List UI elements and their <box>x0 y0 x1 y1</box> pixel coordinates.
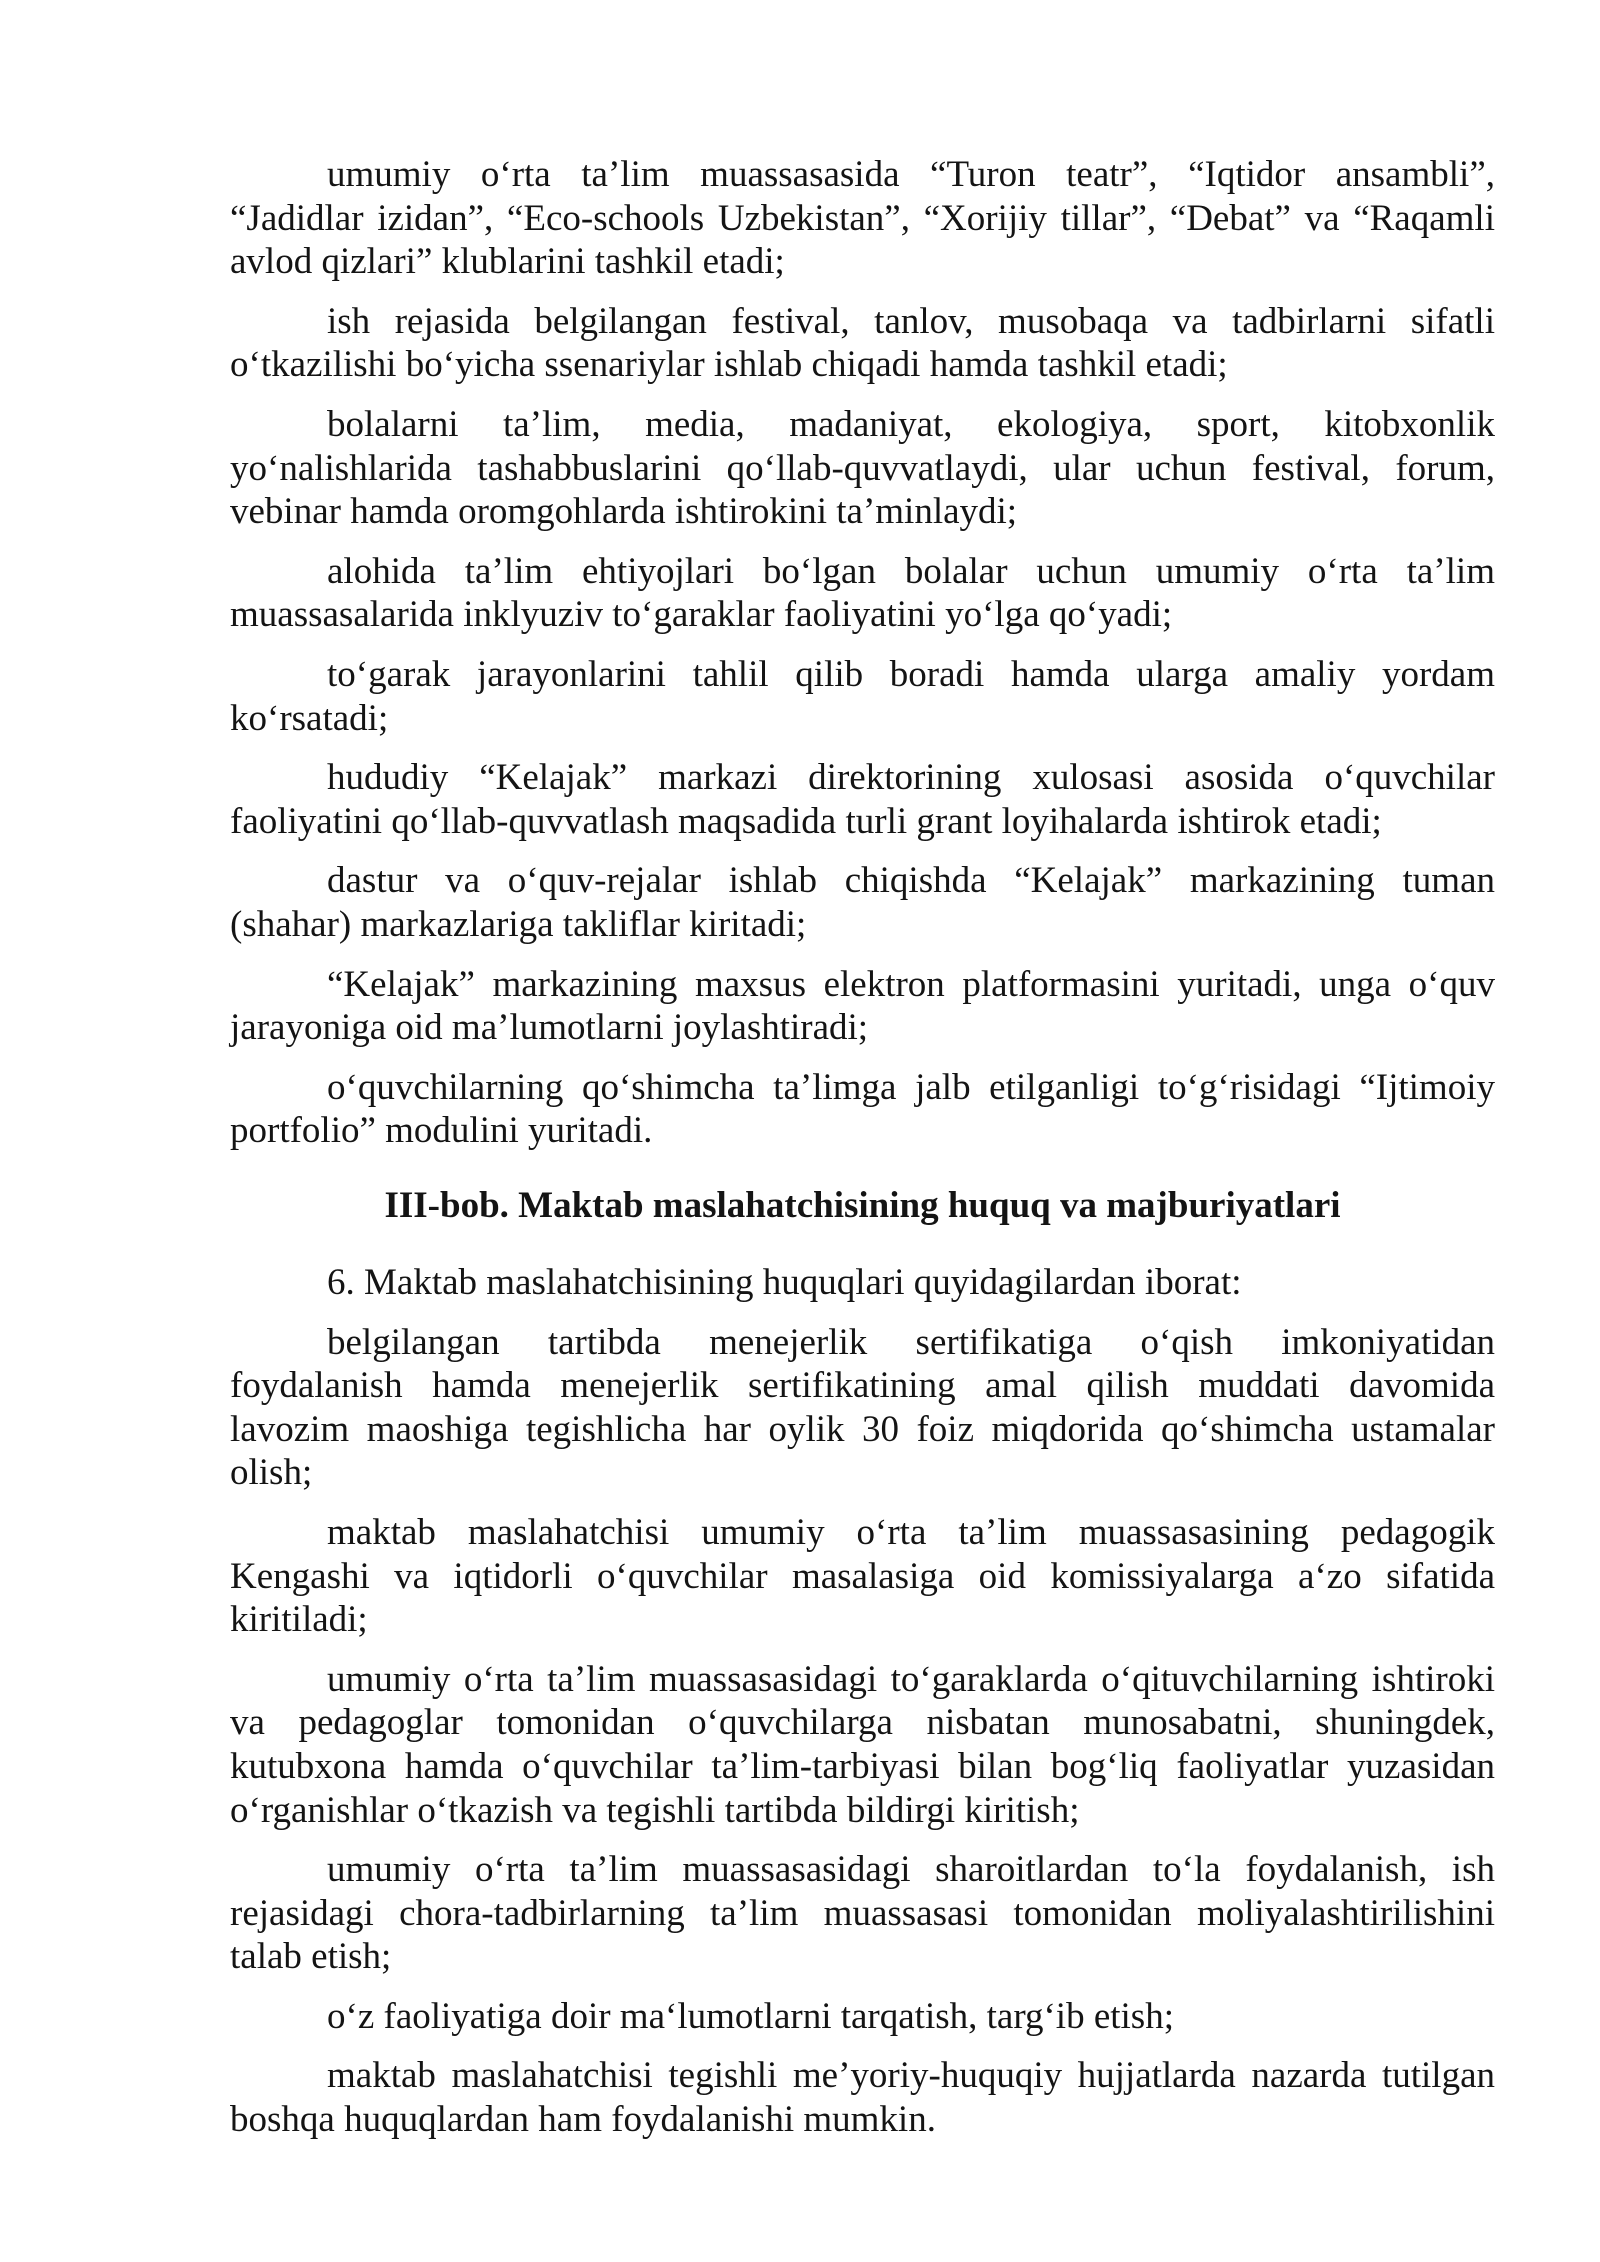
paragraph-line: rejasidagi chora-tadbirlarning ta’lim muassasasi tomonidan moliyalashtirilishini <box>230 1892 1495 1934</box>
paragraph-line: maktab maslahatchisi tegishli me’yoriy-huquqiy hujjatlarda nazarda tutilgan <box>327 2055 1495 2097</box>
chapter-heading: III-bob. Maktab maslahatchisining huquq va majburiyatlari <box>384 1184 1341 1226</box>
paragraph-line: muassasalarida inklyuziv to‘garaklar faoliyatini yo‘lga qo‘yadi; <box>230 594 1173 636</box>
paragraph-line: ko‘rsatadi; <box>230 697 389 739</box>
paragraph <box>230 550 1495 637</box>
paragraph-line: jarayoniga oid ma’lumotlarni joylashtiradi; <box>230 1007 869 1049</box>
paragraph-line: olish; <box>230 1452 313 1494</box>
paragraph-line: ish rejasida belgilangan festival, tanlov, musobaqa va tadbirlarni sifatli <box>327 300 1495 342</box>
paragraph-line: (shahar) markazlariga takliflar kiritadi; <box>230 903 807 945</box>
paragraph <box>230 756 1495 843</box>
paragraph <box>230 1511 1495 1642</box>
paragraph-line: o‘tkazilishi bo‘yicha ssenariylar ishlab chiqadi hamda tashkil etadi; <box>230 344 1228 386</box>
paragraph-line: o‘rganishlar o‘tkazish va tegishli tartibda bildirgi kiritish; <box>230 1789 1080 1831</box>
paragraph-line: Kengashi va iqtidorli o‘quvchilar masalasiga oid komissiyalarga a‘zo sifatida <box>230 1555 1495 1597</box>
paragraph-line: umumiy o‘rta ta’lim muassasasidagi to‘garaklarda o‘qituvchilarning ishtiroki <box>327 1658 1495 1700</box>
paragraph <box>230 963 1495 1050</box>
paragraph <box>230 1995 1495 2039</box>
paragraph-line: va pedagoglar tomonidan o‘quvchilarga nisbatan munosabatni, shuningdek, <box>230 1702 1495 1744</box>
paragraph-line: lavozim maoshiga tegishlicha har oylik 30 foiz miqdorida qo‘shimcha ustamalar <box>230 1408 1495 1450</box>
paragraph <box>230 1321 1495 1495</box>
paragraph-line: “Kelajak” markazining maxsus elektron platformasini yuritadi, unga o‘quv <box>327 963 1495 1005</box>
paragraph-line: 6. Maktab maslahatchisining huquqlari quyidagilardan iborat: <box>327 1261 1242 1303</box>
paragraph <box>230 403 1495 534</box>
paragraph <box>230 1261 1495 1305</box>
paragraph-line: maktab maslahatchisi umumiy o‘rta ta’lim muassasasining pedagogik <box>327 1511 1495 1553</box>
paragraph-line: faoliyatini qo‘llab-quvvatlash maqsadida turli grant loyihalarda ishtirok etadi; <box>230 800 1382 842</box>
paragraph-line: vebinar hamda oromgohlarda ishtirokini ta’minlaydi; <box>230 491 1018 533</box>
paragraph-line: umumiy o‘rta ta’lim muassasasida “Turon teatr”, “Iqtidor ansambli”, <box>327 154 1495 195</box>
paragraph-line: belgilangan tartibda menejerlik sertifikatiga o‘qish imkoniyatidan <box>327 1321 1495 1363</box>
paragraph <box>230 153 1495 284</box>
paragraph-line: foydalanish hamda menejerlik sertifikatining amal qilish muddati davomida <box>230 1365 1495 1407</box>
paragraph-line: boshqa huquqlardan ham foydalanishi mumkin. <box>230 2099 936 2141</box>
paragraph <box>230 1848 1495 1979</box>
paragraph-line: avlod qizlari” klublarini tashkil etadi; <box>230 241 785 283</box>
paragraph-line: talab etish; <box>230 1936 392 1978</box>
paragraph-line: o‘quvchilarning qo‘shimcha ta’limga jalb etilganligi to‘g‘risidagi “Ijtimoiy <box>327 1066 1495 1108</box>
paragraph-line: hududiy “Kelajak” markazi direktorining xulosasi asosida o‘quvchilar <box>327 757 1495 799</box>
paragraph-line: yo‘nalishlarida tashabbuslarini qo‘llab-quvvatlaydi, ular uchun festival, forum, <box>230 447 1495 489</box>
paragraph-line: umumiy o‘rta ta’lim muassasasidagi sharoitlardan to‘la foydalanish, ish <box>327 1849 1495 1891</box>
paragraph <box>230 2054 1495 2141</box>
paragraph-line: “Jadidlar izidan”, “Eco-schools Uzbekistan”, “Xorijiy tillar”, “Debat” va “Raqamli <box>230 197 1495 239</box>
paragraph-line: o‘z faoliyatiga doir ma‘lumotlarni tarqatish, targ‘ib etish; <box>327 1995 1174 2037</box>
paragraph <box>230 1066 1495 1153</box>
paragraph-line: to‘garak jarayonlarini tahlil qilib boradi hamda ularga amaliy yordam <box>327 653 1495 695</box>
paragraph <box>230 1658 1495 1832</box>
paragraph-line: portfolio” modulini yuritadi. <box>230 1110 653 1152</box>
paragraph-line: alohida ta’lim ehtiyojlari bo‘lgan bolalar uchun umumiy o‘rta ta’lim <box>327 550 1495 592</box>
paragraph-line: bolalarni ta’lim, media, madaniyat, ekologiya, sport, kitobxonlik <box>327 403 1495 445</box>
paragraph-line: kutubxona hamda o‘quvchilar ta’lim-tarbiyasi bilan bog‘liq faoliyatlar yuzasidan <box>230 1745 1495 1787</box>
paragraph-line: kiritiladi; <box>230 1599 368 1641</box>
paragraph <box>230 859 1495 946</box>
paragraph <box>230 653 1495 740</box>
paragraph <box>230 300 1495 387</box>
paragraph-line: dastur va o‘quv-rejalar ishlab chiqishda “Kelajak” markazining tuman <box>327 860 1495 902</box>
